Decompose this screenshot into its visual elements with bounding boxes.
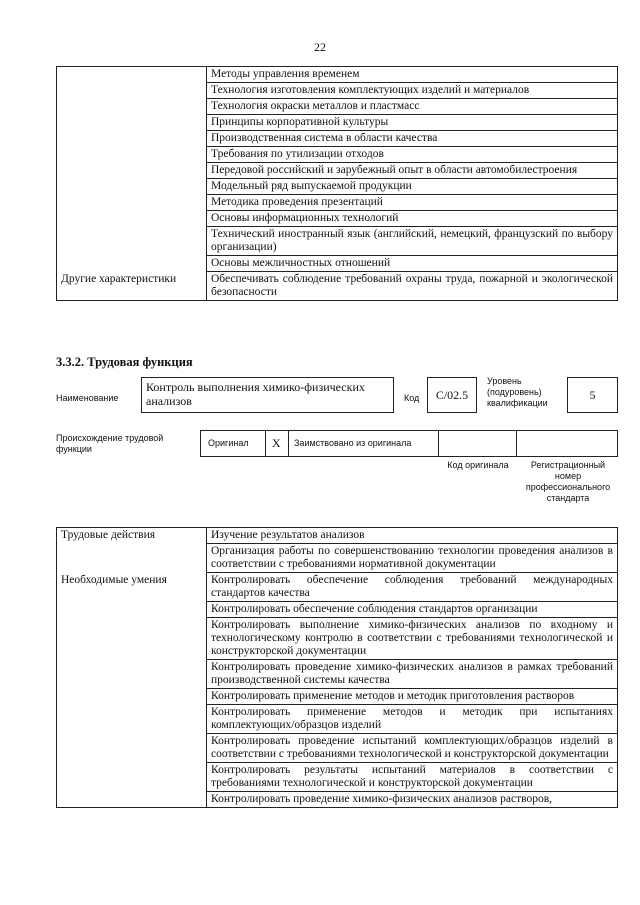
origin-divider-2	[288, 430, 289, 457]
reg-number-caption: Регистрационный номер профессионального стандарта	[525, 460, 611, 503]
code-original-caption: Код оригинала	[447, 460, 509, 470]
row-item: Технология окраски металлов и пластмасс	[207, 99, 618, 115]
row-item: Контролировать обеспечение соблюдения требований международных стандартов качества	[207, 573, 618, 602]
name-label: Наименование	[56, 393, 119, 403]
row-label: Трудовые действия	[57, 528, 207, 573]
table-row	[57, 272, 618, 301]
row-item: Принципы корпоративной культуры	[207, 115, 618, 131]
level-label: Уровень (подуровень) квалификации	[487, 376, 548, 408]
row-item: Основы информационных технологий	[207, 211, 618, 227]
row-label	[57, 67, 207, 272]
level-value: 5	[589, 388, 596, 402]
labor-function-table	[56, 527, 618, 808]
row-item: Контролировать проведение химико-физических анализов растворов,	[207, 792, 618, 808]
row-item: Основы межличностных отношений	[207, 256, 618, 272]
row-item: Контролировать проведение испытаний комплектующих/образцов изделий в соответствии с требованиями технологической и конструкторской документации	[207, 734, 618, 763]
row-item: Требования по утилизации отходов	[207, 147, 618, 163]
level-box	[567, 377, 618, 413]
row-item: Контролировать результаты испытаний материалов в соответствии с требованиями технологической и конструкторской документации	[207, 763, 618, 792]
row-item: Методика проведения презентаций	[207, 195, 618, 211]
row-item: Модельный ряд выпускаемой продукции	[207, 179, 618, 195]
page-number: 22	[314, 40, 326, 54]
table-row	[57, 528, 618, 544]
origin-divider-3	[438, 430, 439, 457]
table-row	[57, 573, 618, 602]
row-item: Методы управления временем	[207, 67, 618, 83]
original-mark: X	[272, 436, 281, 450]
row-item: Контролировать применение методов и методик приготовления растворов	[207, 689, 618, 705]
code-value: C/02.5	[435, 388, 469, 402]
row-item: Изучение результатов анализов	[207, 528, 618, 544]
row-item: Технология изготовления комплектующих изделий и материалов	[207, 83, 618, 99]
row-item: Контролировать обеспечение соблюдения стандартов организации	[207, 602, 618, 618]
row-item: Контролировать выполнение химико-физических анализов по входному и технологическому контролю в соответствии с требованиями технологической и конструкторской документации	[207, 618, 618, 660]
function-name-box	[141, 377, 394, 413]
section-title: 3.3.2. Трудовая функция	[56, 355, 193, 369]
row-label: Необходимые умения	[57, 573, 207, 808]
table-row	[57, 67, 618, 83]
row-item: Передовой российский и зарубежный опыт в области автомобилестроения	[207, 163, 618, 179]
row-label: Другие характеристики	[57, 272, 207, 301]
row-item: Производственная система в области качества	[207, 131, 618, 147]
origin-label: Происхождение трудовой функции	[56, 433, 164, 454]
row-item: Технический иностранный язык (английский, немецкий, французский по выбору организации)	[207, 227, 618, 256]
original-label: Оригинал	[208, 438, 249, 448]
row-item: Контролировать применение методов и методик при испытаниях комплектующих/образцов изделий	[207, 705, 618, 734]
code-label: Код	[404, 393, 420, 403]
function-name-value: Контроль выполнения химико-физических анализов	[146, 380, 365, 408]
requirements-table-continued	[56, 66, 618, 301]
borrowed-label: Заимствовано из оригинала	[294, 438, 412, 448]
code-box	[427, 377, 477, 413]
row-item: Организация работы по совершенствованию технологии проведения анализов в соответствии с требованиями нормативной документации	[207, 544, 618, 573]
origin-divider-1	[265, 430, 266, 457]
origin-divider-4	[516, 430, 517, 457]
row-item: Обеспечивать соблюдение требований охраны труда, пожарной и экологической безопасности	[207, 272, 618, 301]
row-item: Контролировать проведение химико-физических анализов в рамках требований производственной системы качества	[207, 660, 618, 689]
